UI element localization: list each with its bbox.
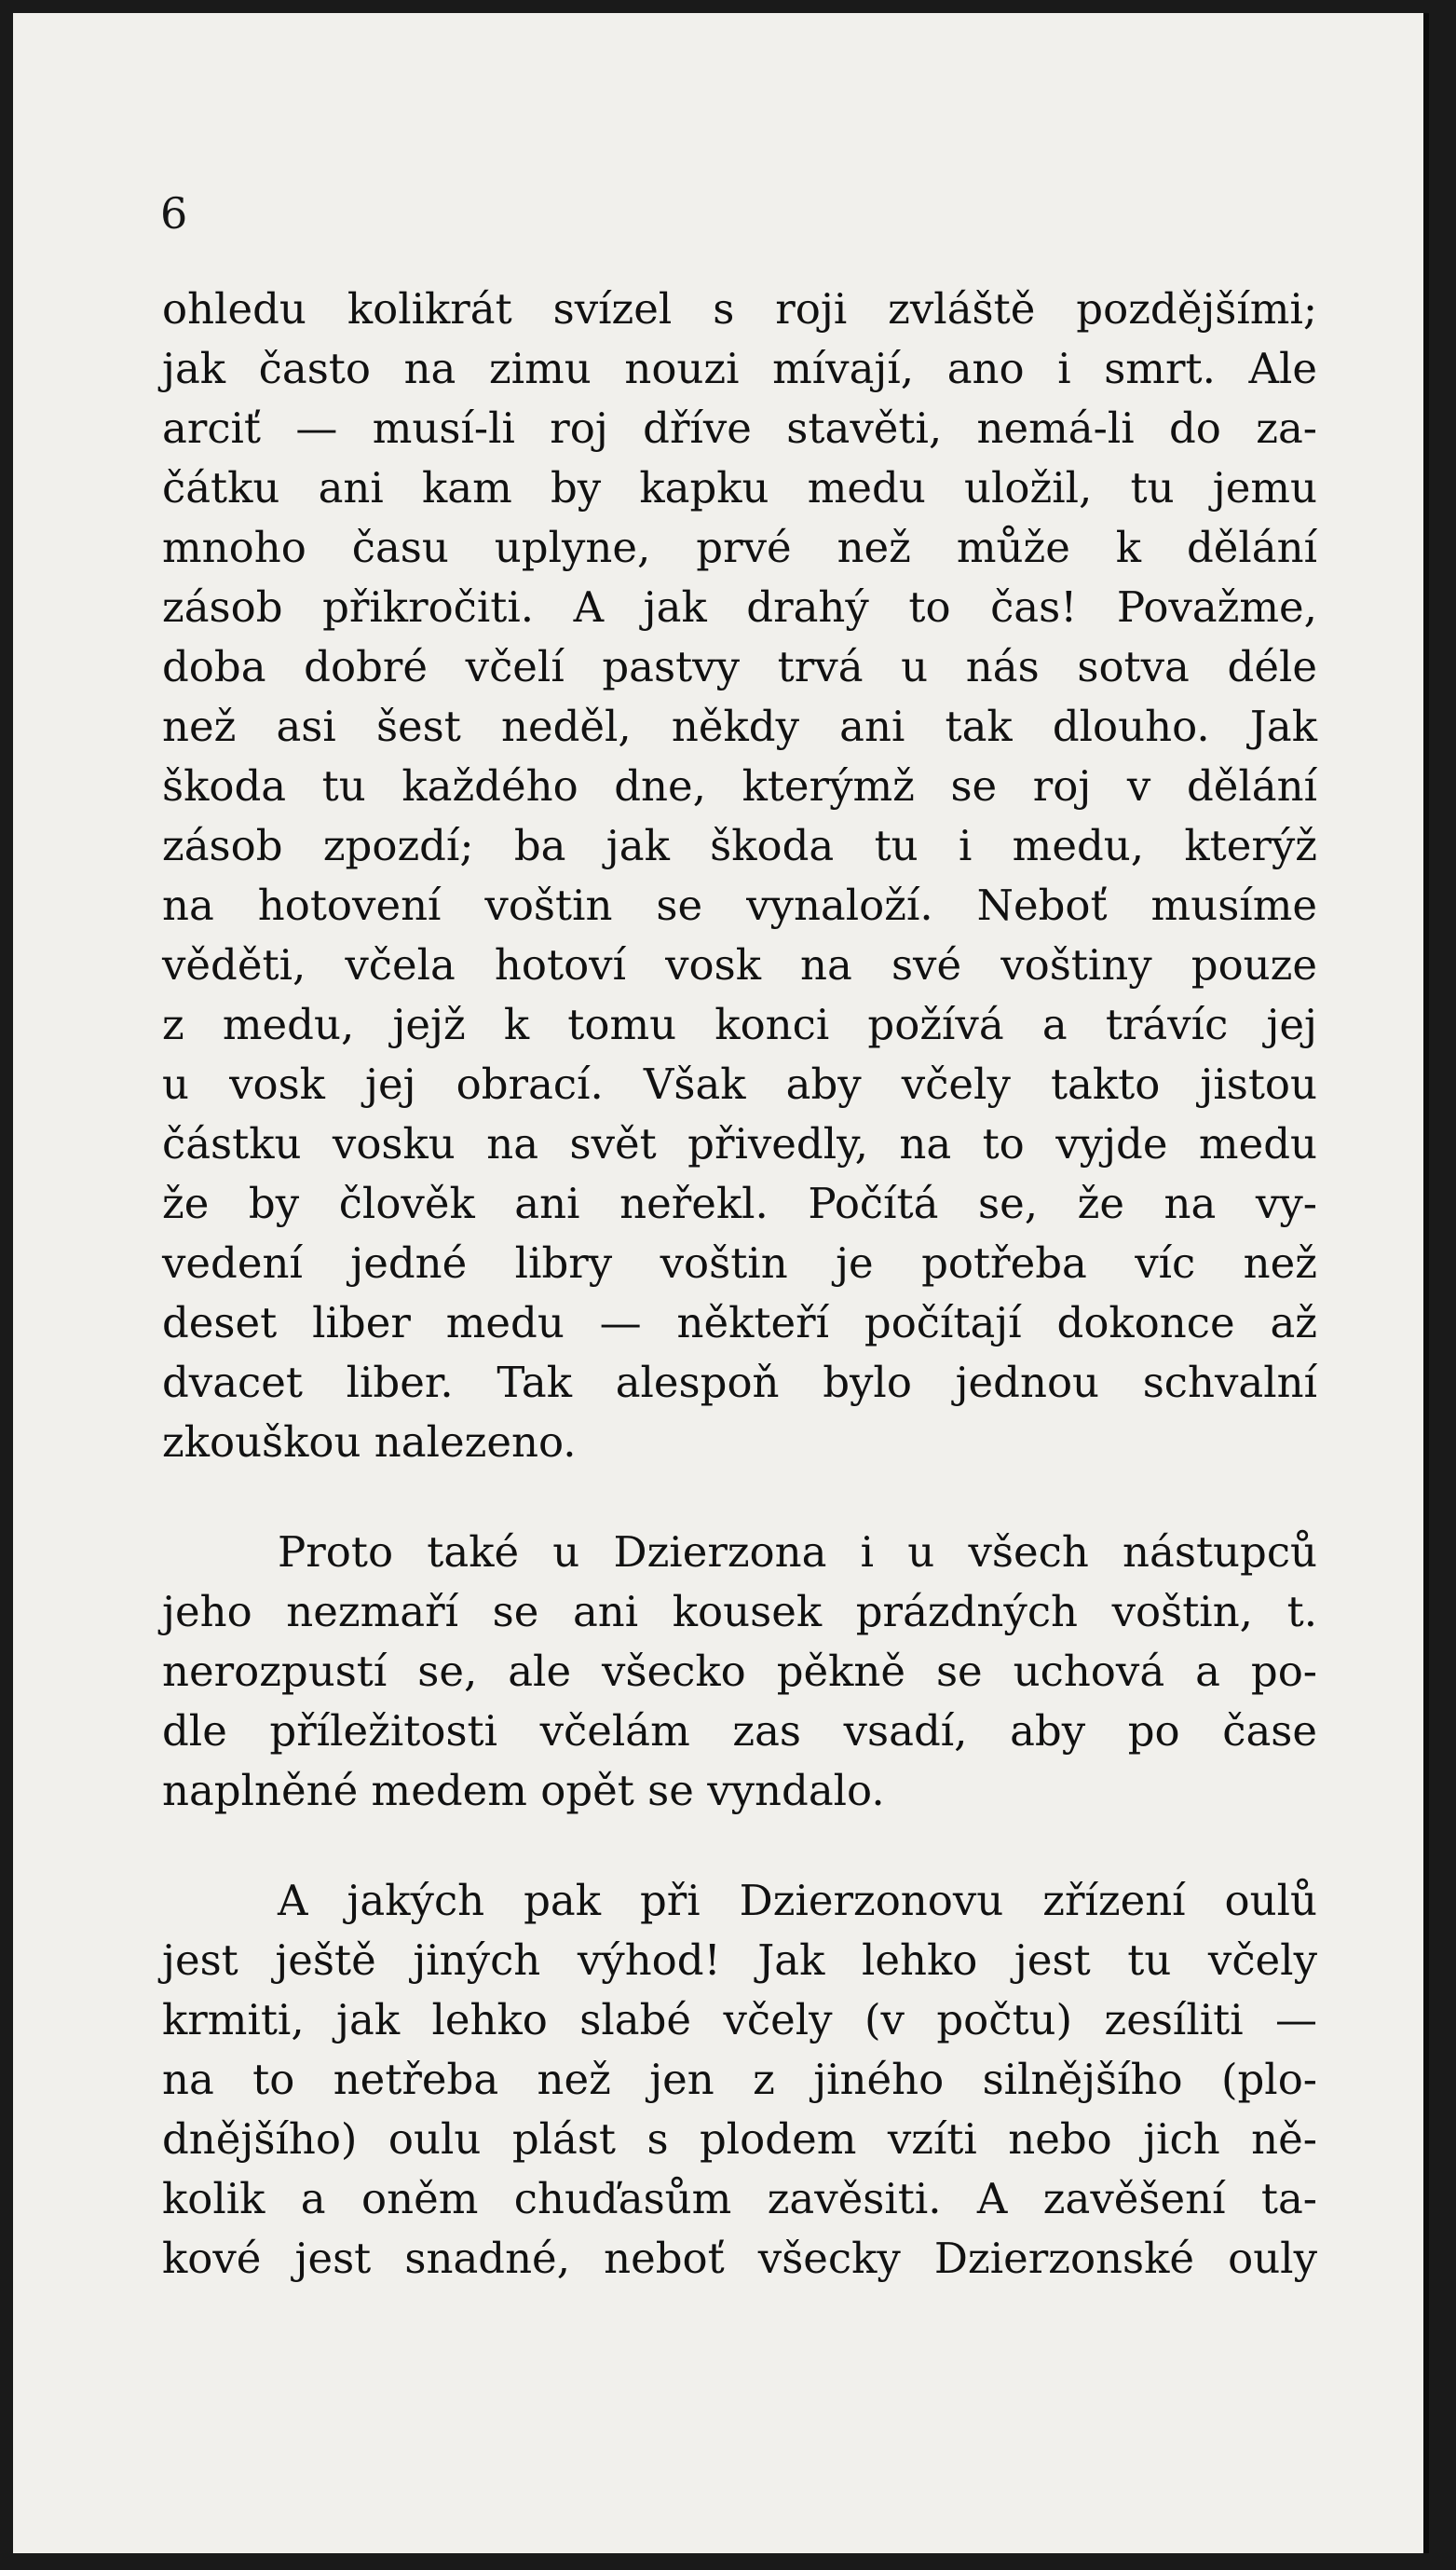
text-line: dle příležitosti včelám zas vsadí, aby po čase — [162, 1706, 1317, 1756]
text-line: nerozpustí se, ale všecko pěkně se uchová a po- — [162, 1647, 1317, 1696]
text-line: kové jest snadné, neboť všecky Dzierzonské ouly — [162, 2234, 1317, 2283]
text-line: škoda tu každého dne, kterýmž se roj v dělání — [162, 761, 1317, 811]
text-line: ohledu kolikrát svízel s roji zvláště pozdějšími; — [162, 284, 1317, 334]
paragraph-3 — [162, 1871, 1317, 2289]
text-line: z medu, jejž k tomu konci požívá a trávíc jej — [162, 1000, 1317, 1049]
text-line: naplněné medem opět se vyndalo. — [162, 1766, 885, 1815]
text-line: jak často na zimu nouzi mívají, ano i smrt. Ale — [162, 344, 1317, 393]
book-page — [13, 13, 1429, 2553]
text-line: jeho nezmaří se ani kousek prázdných voštin, t. — [162, 1587, 1317, 1636]
text-line: zásob přikročiti. A jak drahý to čas! Považme, — [162, 582, 1317, 632]
text-line: deset liber medu — někteří počítají dokonce až — [162, 1298, 1317, 1347]
text-line: Proto také u Dzierzona i u všech nástupců — [278, 1527, 1317, 1577]
text-line: dvacet liber. Tak alespoň bylo jednou schvalní — [162, 1358, 1317, 1407]
text-line: na hotovení voštin se vynaloží. Neboť musíme — [162, 881, 1317, 930]
text-line: A jakých pak při Dzierzonovu zřízení oulů — [278, 1876, 1317, 1925]
text-line: arciť — musí-li roj dříve stavěti, nemá-li do za- — [162, 403, 1317, 453]
paragraph-2 — [162, 1523, 1317, 1821]
text-line: vedení jedné libry voštin je potřeba víc než — [162, 1238, 1317, 1288]
text-line: že by člověk ani neřekl. Počítá se, že na vy- — [162, 1179, 1317, 1228]
text-line: zásob zpozdí; ba jak škoda tu i medu, kterýž — [162, 821, 1317, 870]
text-line: u vosk jej obrací. Však aby včely takto jistou — [162, 1059, 1317, 1109]
text-line: věděti, včela hotoví vosk na své voštiny pouze — [162, 940, 1317, 990]
text-line: než asi šest neděl, někdy ani tak dlouho. Jak — [162, 702, 1317, 751]
text-line: částku vosku na svět přivedly, na to vyjde medu — [162, 1119, 1317, 1169]
text-line: čátku ani kam by kapku medu uložil, tu jemu — [162, 463, 1317, 513]
paragraph-1 — [162, 280, 1317, 1472]
text-line: doba dobré včelí pastvy trvá u nás sotva déle — [162, 642, 1317, 691]
text-line: kolik a oněm chuďasům zavěsiti. A zavěšení ta- — [162, 2174, 1317, 2223]
text-line: dnějšího) oulu plást s plodem vzíti nebo jich ně- — [162, 2114, 1317, 2164]
text-line: zkouškou nalezeno. — [162, 1417, 577, 1467]
text-line: na to netřeba než jen z jiného silnějšího (plo- — [162, 2055, 1317, 2104]
body-text — [162, 280, 1317, 2339]
page-number: 6 — [160, 188, 188, 239]
text-line: jest ještě jiných výhod! Jak lehko jest tu včely — [162, 1935, 1317, 1985]
text-line: krmiti, jak lehko slabé včely (v počtu) zesíliti — — [162, 1995, 1317, 2044]
text-line: mnoho času uplyne, prvé než může k dělání — [162, 523, 1317, 572]
